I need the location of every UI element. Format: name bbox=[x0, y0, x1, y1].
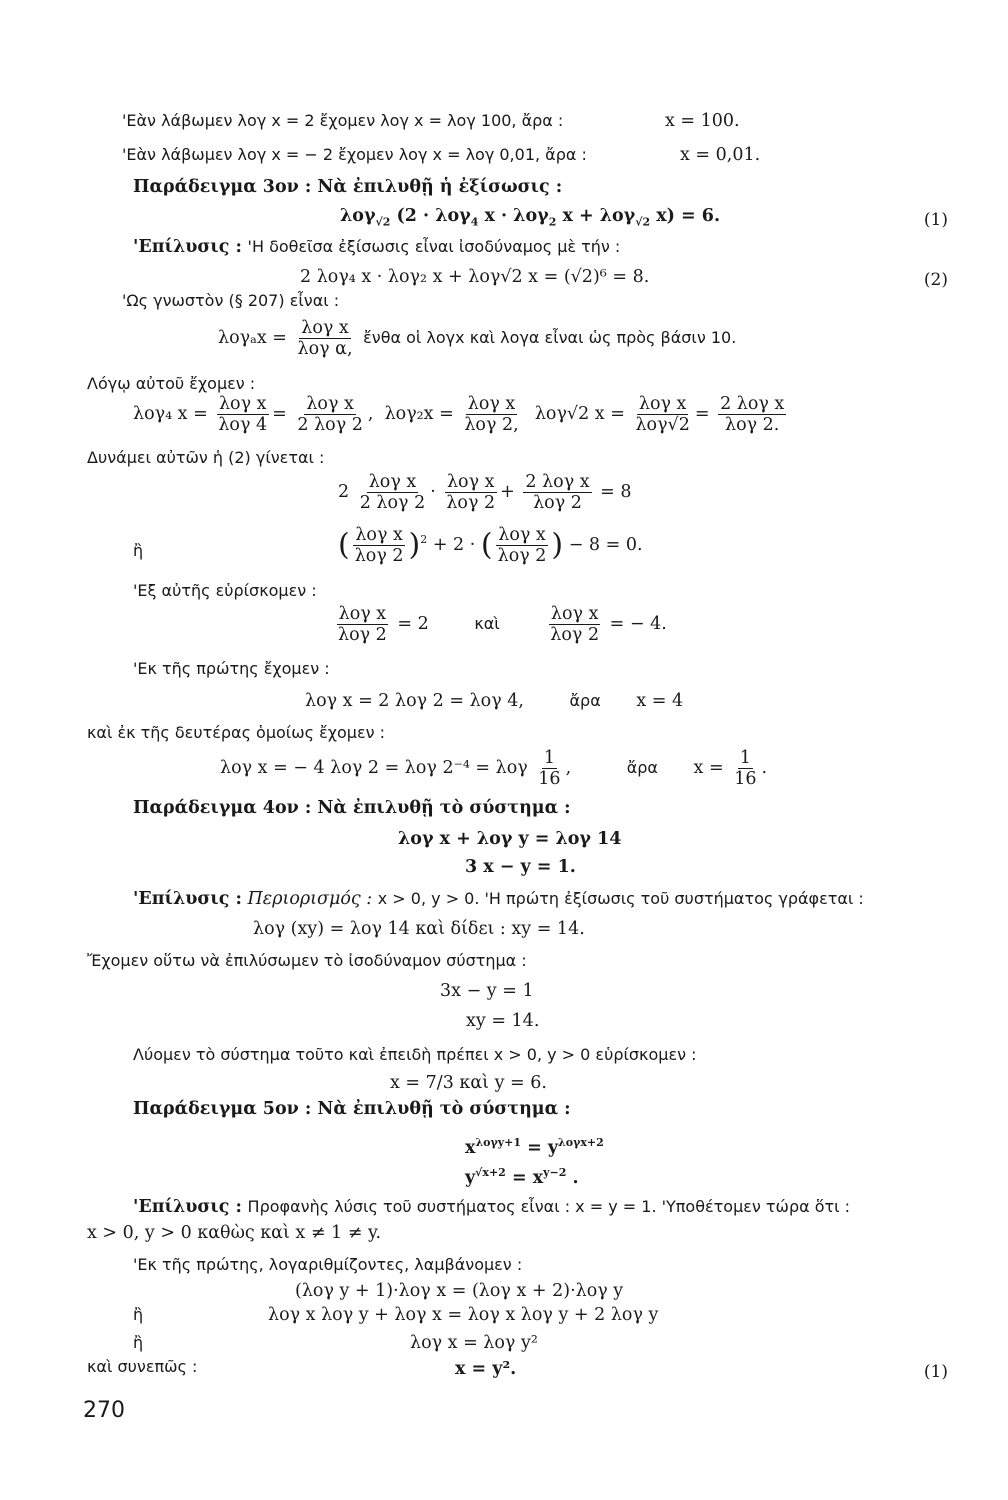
example-5-eq-2 bbox=[465, 1162, 579, 1189]
step-2: λογ x λογ y + λογ x = λογ x λογ y + 2 λογ y bbox=[268, 1305, 659, 1325]
fraction bbox=[732, 748, 758, 789]
solution-5-continued: x > 0, y > 0 καθὼς καὶ x ≠ 1 ≠ y. bbox=[87, 1223, 382, 1243]
denominator: λογ α, bbox=[297, 339, 353, 359]
known-line: 'Ως γνωστὸν (§ 207) εἶναι : bbox=[122, 291, 340, 310]
rhs: = − 4. bbox=[609, 614, 667, 634]
fraction bbox=[353, 525, 406, 566]
rhs: = 8 bbox=[600, 482, 632, 502]
exponent: y−2 bbox=[543, 1166, 567, 1179]
fraction bbox=[358, 472, 427, 513]
find-line: 'Εξ αὐτῆς εὑρίσκομεν : bbox=[133, 581, 317, 600]
fraction bbox=[523, 472, 591, 513]
paren: ) bbox=[551, 527, 564, 563]
equation-number-3: (1) bbox=[923, 1362, 948, 1382]
fraction bbox=[295, 394, 364, 435]
denominator: λογ 2 bbox=[550, 625, 600, 645]
numerator: λογ x bbox=[218, 394, 267, 414]
eta-2: ἢ bbox=[133, 1305, 144, 1324]
example-4-title: Παράδειγμα 4ον : Νὰ ἐπιλυθῇ τὸ σύστημα : bbox=[133, 798, 571, 818]
numerator: λογ x bbox=[306, 394, 354, 414]
paren: ( bbox=[480, 527, 493, 563]
denominator: λογ 2, bbox=[464, 415, 519, 435]
base-lhs: λογₐx = bbox=[218, 328, 287, 348]
base: y bbox=[465, 1167, 476, 1188]
denominator: λογ 2 bbox=[497, 546, 547, 566]
numerator: 1 bbox=[543, 748, 555, 768]
solution-values: x = 7/3 καὶ y = 6. bbox=[390, 1073, 547, 1093]
denominator: 2 λογ 2 bbox=[359, 493, 426, 513]
base-change-formula bbox=[218, 318, 736, 359]
numerator: λογ x bbox=[368, 472, 417, 492]
line-2-result: x = 0,01. bbox=[680, 145, 761, 165]
numerator: λογ x bbox=[638, 394, 687, 414]
hence-line: καὶ συνεπῶς : bbox=[87, 1357, 198, 1376]
conv-2-lhs: λογ₂x = bbox=[384, 404, 454, 424]
paren: ) bbox=[408, 527, 421, 563]
base-fraction bbox=[296, 318, 355, 359]
numerator: λογ x bbox=[301, 318, 349, 338]
denominator: 16 bbox=[538, 769, 561, 789]
base-text: ἔνθα οἱ λογx καὶ λογα εἶναι ὡς πρὸς βάσιν 10. bbox=[363, 328, 737, 347]
numerator: λογ x bbox=[338, 604, 387, 624]
solve-line: Λύομεν τὸ σύστημα τοῦτο καὶ ἐπειδὴ πρέπει x > 0, y > 0 εὑρίσκομεν : bbox=[133, 1045, 697, 1064]
x-eq: x = bbox=[693, 758, 724, 778]
eq-part: x + λογ bbox=[562, 206, 636, 226]
solution-5-line bbox=[133, 1196, 850, 1218]
numerator: 1 bbox=[739, 748, 751, 768]
denominator: λογ 2 bbox=[533, 493, 582, 513]
from-first-line: 'Εκ τῆς πρώτης, λογαριθμίζοντες, λαμβάνομεν : bbox=[133, 1255, 523, 1274]
conversions-line: λογ₄ x = $\frac{\text{λογ x}}{\text{λογ 4}}$ = $\frac{\text{λογ x}}{\text{2 λογ 2}}$ , λογ₂x = $\frac{\text{λογ x}}{\text{λογ 2,}}$ λογ√2 x = $\frac{\text{λογ x}}{\text{λογ√2}}$ = $\frac{\text{2 λογ x}}{\text{λογ 2.}}$ bbox=[133, 394, 785, 435]
coef: 2 bbox=[338, 482, 350, 502]
denominator: 2 λογ 2 bbox=[297, 415, 363, 435]
solution-text: Προφανὴς λύσις τοῦ συστήματος εἶναι : x = y = 1. 'Υποθέτομεν τώρα ὅτι : bbox=[247, 1197, 851, 1216]
end: . bbox=[572, 1167, 579, 1188]
solution-4-equation: λογ (xy) = λογ 14 καὶ δίδει : xy = 14. bbox=[253, 919, 585, 939]
fraction bbox=[462, 394, 520, 435]
example-3-title: Παράδειγμα 3ον : Νὰ ἐπιλυθῇ ἡ ἐξίσωσις : bbox=[133, 177, 563, 197]
because-line: Λόγῳ αὐτοῦ ἔχομεν : bbox=[87, 374, 256, 393]
denominator: λογ 2 bbox=[354, 546, 404, 566]
denominator: λογ 2 bbox=[446, 493, 496, 513]
square: 2 bbox=[420, 533, 428, 547]
first-equation bbox=[305, 690, 683, 712]
solution-3-line bbox=[133, 236, 620, 258]
eq-sub: 4 bbox=[470, 215, 479, 229]
virtue-line: Δυνάμει αὐτῶν ἡ (2) γίνεται : bbox=[87, 448, 325, 467]
solution-text: 'Η δοθεῖσα ἐξίσωσις εἶναι ἰσοδύναμος μὲ τήν : bbox=[247, 237, 621, 256]
eq-part: λογ bbox=[340, 206, 376, 226]
equation-2: 2 λογ₄ x · λογ₂ x + λογ√2 x = (√2)⁶ = 8. bbox=[300, 267, 650, 287]
eq: λογ x = 2 λογ 2 = λογ 4, bbox=[305, 691, 524, 711]
step-1: (λογ y + 1)·λογ x = (λογ x + 2)·λογ y bbox=[295, 1281, 624, 1301]
step-4: x = y². bbox=[455, 1359, 517, 1379]
line-1-text: 'Εὰν λάβωμεν λογ x = 2 ἔχομεν λογ x = λογ 100, ἄρα : bbox=[122, 111, 564, 130]
eq-part: x) = 6. bbox=[656, 206, 721, 226]
denominator: λογ 4 bbox=[218, 415, 268, 435]
numerator: λογ x bbox=[355, 525, 403, 545]
fraction bbox=[496, 525, 549, 566]
results-line bbox=[333, 604, 667, 645]
rhs: − 8 = 0. bbox=[568, 535, 643, 555]
fraction bbox=[548, 604, 601, 645]
system-eq-1: 3x − y = 1 bbox=[440, 981, 534, 1001]
conv-3-lhs: λογ√2 x = bbox=[534, 404, 625, 424]
solution-text: x > 0, y > 0. 'Η πρώτη ἐξίσωσις τοῦ συστήματος γράφεται : bbox=[377, 889, 864, 908]
page-number: 270 bbox=[83, 1398, 125, 1423]
fraction bbox=[536, 748, 562, 789]
step-3: λογ x = λογ y² bbox=[410, 1333, 538, 1353]
paren: ( bbox=[338, 527, 350, 563]
numerator: λογ x bbox=[550, 604, 599, 624]
exponent: √x+2 bbox=[475, 1166, 506, 1179]
solution-label: 'Επίλυσις : bbox=[133, 1197, 242, 1217]
mid: = y bbox=[527, 1137, 559, 1158]
mid: = x bbox=[511, 1167, 544, 1188]
equation-4 bbox=[338, 525, 643, 566]
equation-3: 2 $\frac{\text{λογ x}}{\text{2 λογ 2}}$ · $\frac{\text{λογ x}}{\text{λογ 2}}$ + $\frac{\text{2 λογ x}}{\text{λογ 2}}$ = 8 bbox=[338, 472, 632, 513]
eq-sub: √2 bbox=[375, 215, 391, 229]
numerator: λογ x bbox=[446, 472, 495, 492]
fraction bbox=[633, 394, 691, 435]
exponent: λογx+2 bbox=[558, 1136, 604, 1149]
fraction bbox=[216, 394, 269, 435]
eq-sub: √2 bbox=[635, 215, 651, 229]
equation-number-1: (1) bbox=[923, 210, 948, 230]
denominator: λογ 2. bbox=[724, 415, 780, 435]
restriction-label: Περιορισμός : bbox=[247, 889, 373, 909]
second-line: καὶ ἐκ τῆς δευτέρας ὁμοίως ἔχομεν : bbox=[87, 723, 386, 742]
example-4-eq-1: λογ x + λογ y = λογ 14 bbox=[398, 829, 622, 849]
fraction bbox=[444, 472, 497, 513]
numerator: 2 λογ x bbox=[720, 394, 785, 414]
line-1-result: x = 100. bbox=[665, 111, 740, 131]
numerator: 2 λογ x bbox=[525, 472, 590, 492]
eq-sub: 2 bbox=[548, 215, 557, 229]
ara: ἄρα bbox=[626, 758, 658, 777]
rhs: = 2 bbox=[397, 614, 429, 634]
example-5-title: Παράδειγμα 5ον : Νὰ ἐπιλυθῇ τὸ σύστημα : bbox=[133, 1099, 571, 1119]
numerator: λογ x bbox=[498, 525, 546, 545]
conv-1-lhs: λογ₄ x = bbox=[133, 404, 208, 424]
equation-number-2: (2) bbox=[923, 270, 948, 290]
have-system-line: Ἔχομεν οὕτω νὰ ἐπιλύσωμεν τὸ ἰσοδύναμον σύστημα : bbox=[87, 951, 527, 970]
line-2-text: 'Εὰν λάβωμεν λογ x = − 2 ἔχομεν λογ x = λογ 0,01, ἄρα : bbox=[122, 145, 587, 164]
eq: λογ x = − 4 λογ 2 = λογ 2⁻⁴ = λογ bbox=[220, 758, 528, 778]
example-5-eq-1 bbox=[465, 1132, 604, 1159]
exponent: λογy+1 bbox=[475, 1136, 522, 1149]
fraction bbox=[336, 604, 389, 645]
mid: + 2 · bbox=[432, 535, 476, 555]
eta-1: ἢ bbox=[133, 541, 144, 560]
kai: καὶ bbox=[474, 614, 500, 633]
denominator: λογ√2 bbox=[635, 415, 690, 435]
base: x bbox=[465, 1137, 476, 1158]
example-3-equation bbox=[340, 205, 720, 234]
first-line: 'Εκ τῆς πρώτης ἔχομεν : bbox=[133, 659, 330, 678]
eq-part: (2 · λογ bbox=[396, 206, 471, 226]
example-4-eq-2: 3 x − y = 1. bbox=[465, 857, 576, 877]
system-eq-2: xy = 14. bbox=[466, 1011, 540, 1031]
value: x = 4 bbox=[636, 691, 684, 711]
eq-part: x · λογ bbox=[484, 206, 549, 226]
ara: ἄρα bbox=[569, 691, 601, 710]
solution-4-line bbox=[133, 888, 864, 910]
denominator: 16 bbox=[734, 769, 757, 789]
eta-3: ἢ bbox=[133, 1333, 144, 1352]
second-equation: λογ x = − 4 λογ 2 = λογ 2⁻⁴ = λογ $\frac{1}{16}$ , ἄρα x = $\frac{1}{16}$ . bbox=[220, 748, 768, 789]
denominator: λογ 2 bbox=[338, 625, 387, 645]
numerator: λογ x bbox=[467, 394, 516, 414]
fraction bbox=[718, 394, 786, 435]
solution-label: 'Επίλυσις : bbox=[133, 237, 242, 257]
text-line-2 bbox=[122, 144, 587, 166]
solution-label: 'Επίλυσις : bbox=[133, 889, 242, 909]
text-line-1 bbox=[122, 110, 563, 132]
